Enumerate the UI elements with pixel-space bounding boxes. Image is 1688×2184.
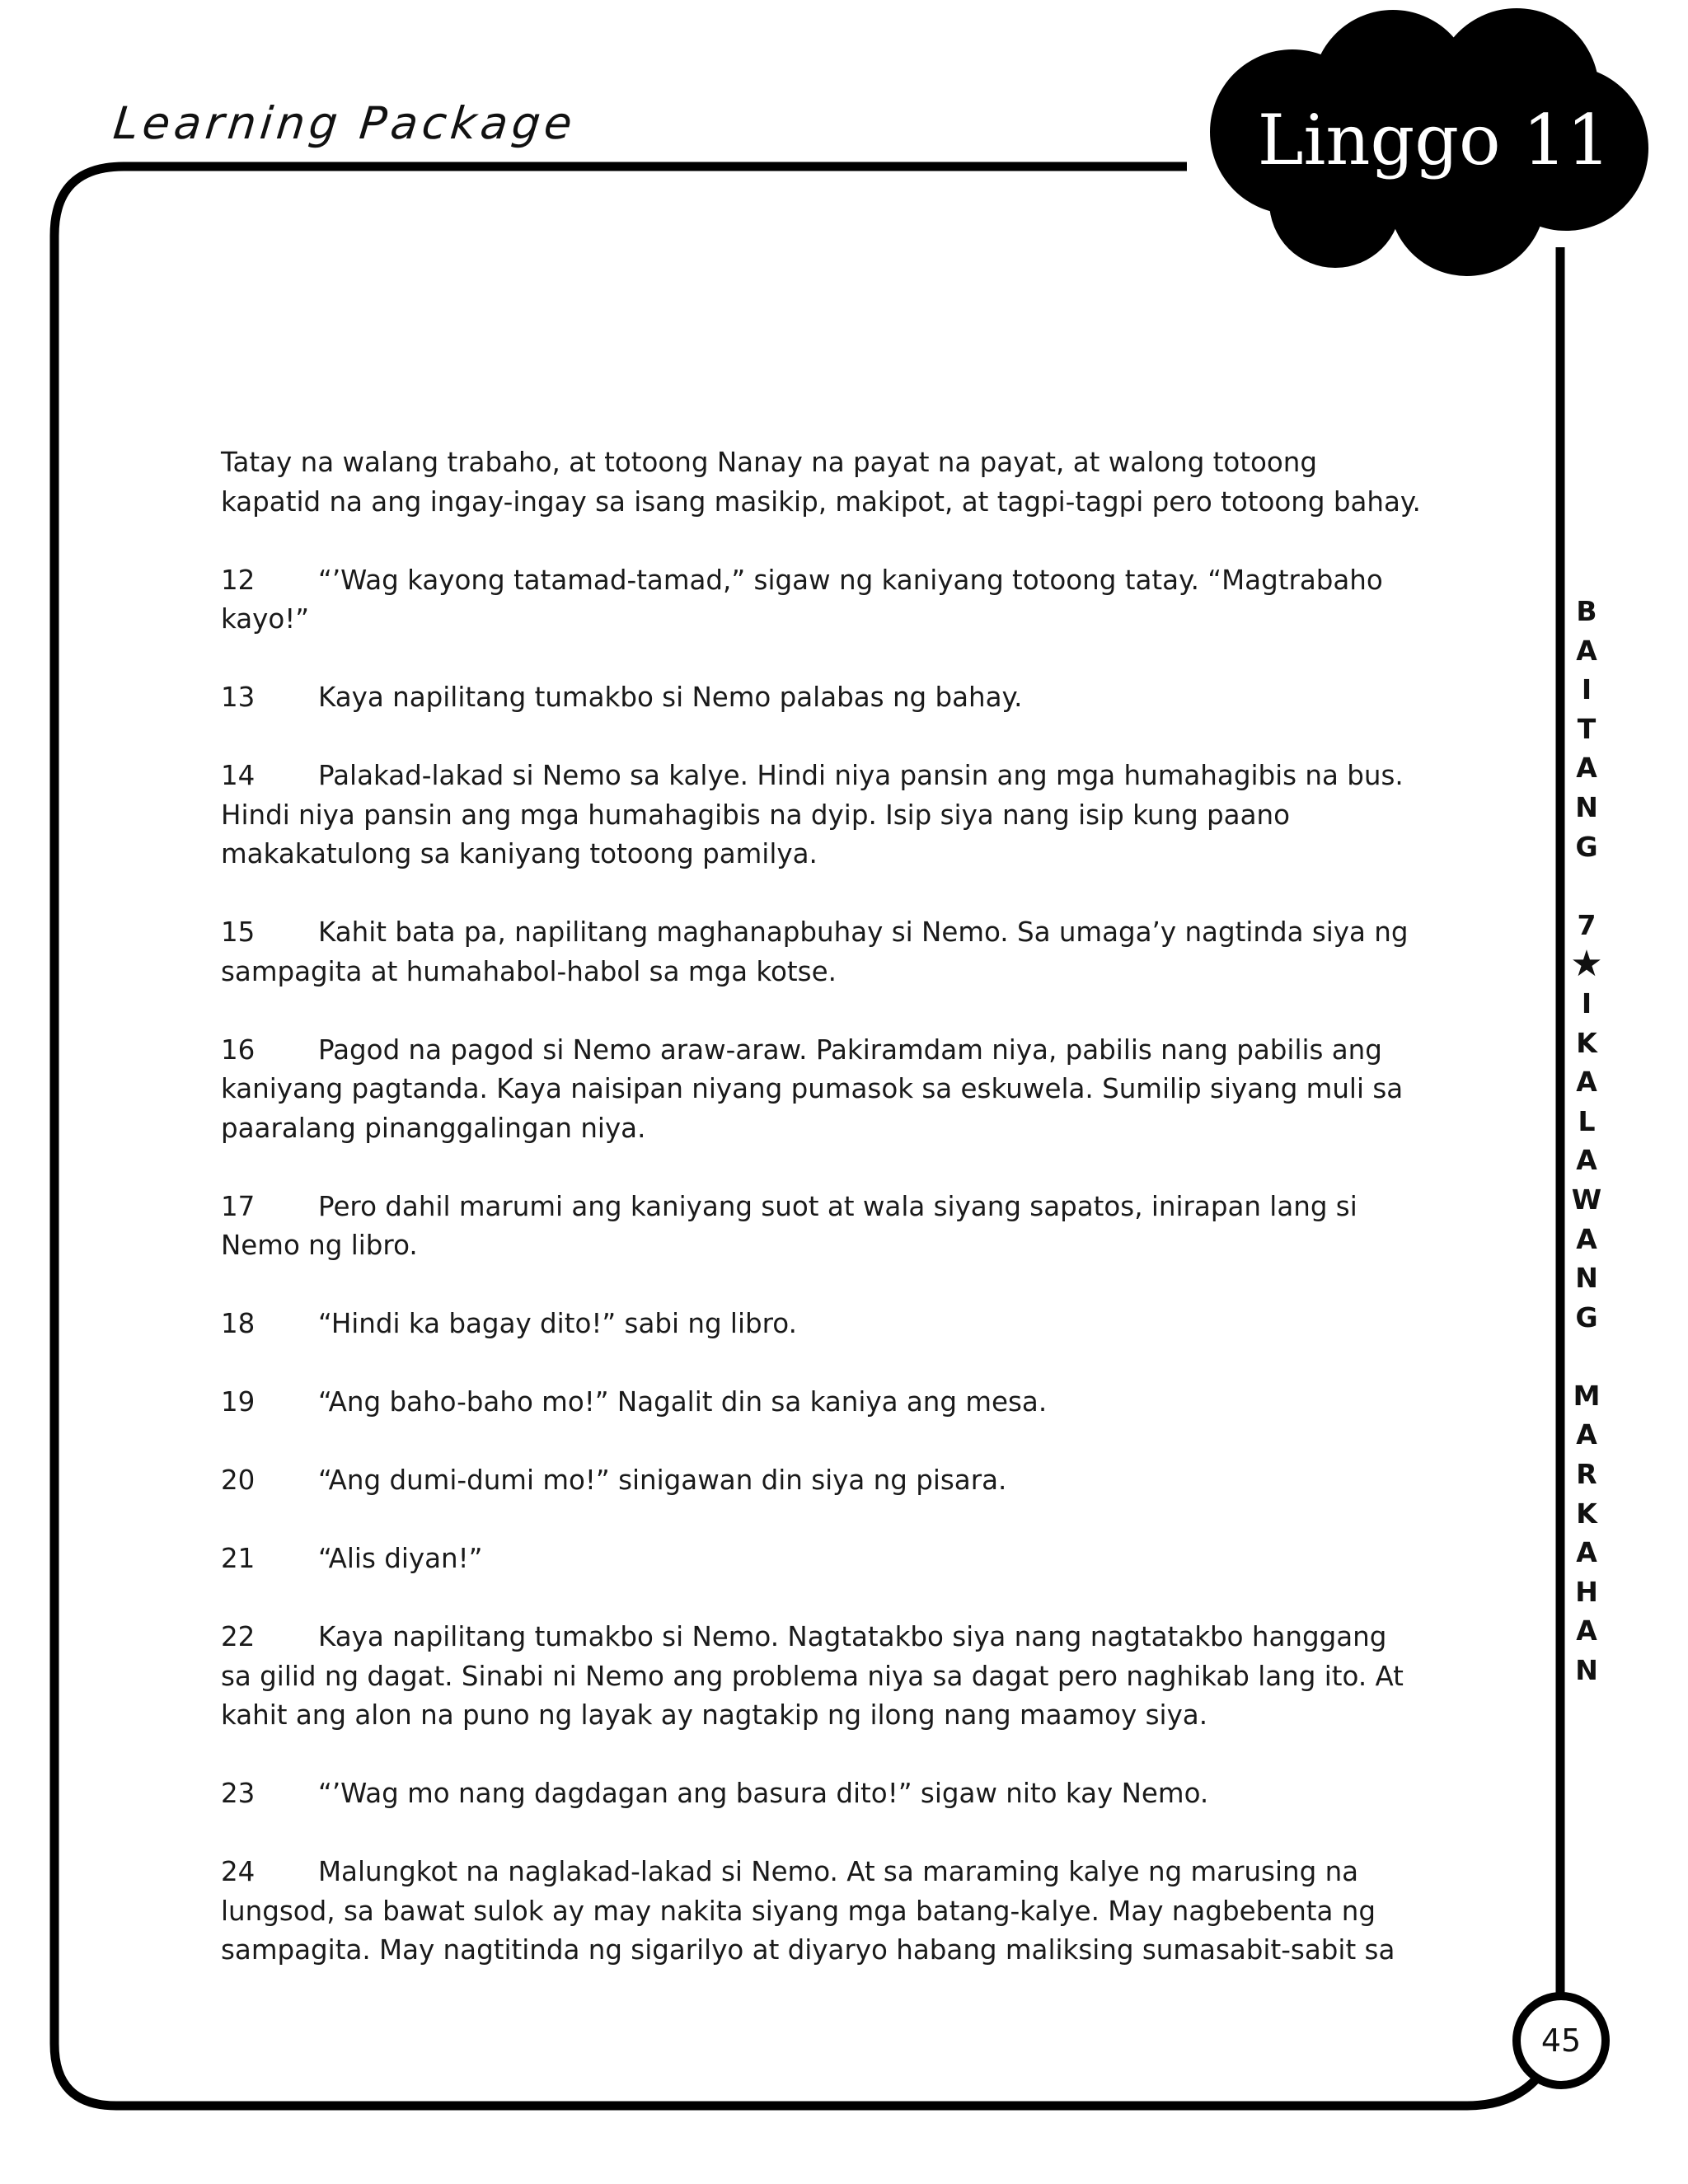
story-paragraph <box>221 1188 1424 1266</box>
star-icon: ★ <box>1570 943 1603 986</box>
side-label-letter: A <box>1576 1066 1597 1099</box>
paragraph-number: 19 <box>221 1386 256 1418</box>
side-label-letter: N <box>1575 1654 1598 1687</box>
paragraph-text: “Alis diyan!” <box>318 1543 483 1574</box>
paragraph-text: Pero dahil marumi ang kaniyang suot at wala siyang sapatos, inirapan lang si Nemo ng libro. <box>221 1190 1357 1261</box>
story-paragraph <box>221 1305 1424 1344</box>
paragraph-text: Malungkot na naglakad-lakad si Nemo. At sa maraming kalye ng marusing na lungsod, sa bawat sulok ay may nakita siyang mga batang-kalye. May nagbebenta ng sampagita. May nagtitinda ng sigarilyo at diyaryo habang maliksing sumasabit-sabit sa <box>221 1856 1395 1966</box>
paragraph-number: 14 <box>221 760 256 791</box>
side-label-gap <box>1569 1337 1604 1376</box>
side-label-letter: R <box>1576 1458 1597 1491</box>
side-label-letter: A <box>1576 1418 1597 1451</box>
side-label-letter: K <box>1576 1497 1597 1530</box>
story-paragraph <box>221 1461 1424 1501</box>
story-paragraph <box>221 1031 1424 1149</box>
side-label-letter: A <box>1576 1144 1597 1177</box>
side-label-gap <box>1569 866 1604 906</box>
paragraph-text: “Ang baho-baho mo!” Nagalit din sa kaniya ang mesa. <box>318 1386 1048 1418</box>
side-label-letter: G <box>1575 1301 1598 1333</box>
paragraph-number: 12 <box>221 564 256 596</box>
side-label-letter: I <box>1581 673 1592 706</box>
story-text <box>221 443 1424 1971</box>
side-label-letter: M <box>1573 1379 1601 1412</box>
paragraph-number: 15 <box>221 916 256 948</box>
week-label: Linggo 11 <box>1257 100 1611 180</box>
story-paragraph <box>221 678 1424 718</box>
story-paragraph <box>221 1618 1424 1736</box>
paragraph-text: “’Wag mo nang dagdagan ang basura dito!” sigaw nito kay Nemo. <box>318 1778 1209 1809</box>
paragraph-text: Kahit bata pa, napilitang maghanapbuhay si Nemo. Sa umaga’y nagtinda siya ng sampagita at humahabol-habol sa mga kotse. <box>221 916 1409 987</box>
paragraph-text: “Hindi ka bagay dito!” sabi ng libro. <box>318 1308 797 1339</box>
story-paragraph <box>221 561 1424 640</box>
side-label-letter: A <box>1576 1615 1597 1647</box>
paragraph-number: 20 <box>221 1465 256 1496</box>
side-label-letter: H <box>1575 1575 1598 1608</box>
paragraph-number: 13 <box>221 682 256 713</box>
side-label-letter: A <box>1576 1222 1597 1255</box>
side-grade-quarter-label <box>1569 592 1604 1690</box>
side-label-letter: L <box>1578 1104 1596 1137</box>
story-paragraph <box>221 1540 1424 1579</box>
paragraph-text: Kaya napilitang tumakbo si Nemo. Nagtatakbo siya nang nagtatakbo hanggang sa gilid ng dagat. Sinabi ni Nemo ang problema niya sa dagat pero naghikab lang ito. At kahit ang alon na puno ng layak ay nagtakip ng ilong nang maamoy siya. <box>221 1621 1404 1731</box>
paragraph-number: 22 <box>221 1621 256 1652</box>
paragraph-text: “’Wag kayong tatamad-tamad,” sigaw ng kaniyang totoong tatay. “Magtrabaho kayo!” <box>221 564 1383 635</box>
paragraph-number: 16 <box>221 1033 256 1066</box>
paragraph-number: 17 <box>221 1190 256 1222</box>
paragraph-number: 18 <box>221 1308 256 1339</box>
side-label-letter: K <box>1576 1026 1597 1059</box>
side-label-letter: N <box>1575 1262 1598 1295</box>
story-paragraph <box>221 913 1424 991</box>
side-label-letter: N <box>1575 790 1598 823</box>
side-label-letter: I <box>1581 987 1592 1019</box>
side-label-letter: T <box>1577 712 1597 745</box>
side-label-letter: G <box>1575 830 1598 863</box>
paragraph-text: Pagod na pagod si Nemo araw-araw. Pakiramdam niya, pabilis nang pabilis ang kaniyang pagtanda. Kaya naisipan niyang pumasok sa eskuwela. Sumilip siyang muli sa paaralang pinanggalingan niya. <box>221 1033 1404 1144</box>
paragraph-number: 23 <box>221 1778 256 1809</box>
paragraph-text: Kaya napilitang tumakbo si Nemo palabas ng bahay. <box>318 682 1023 713</box>
story-paragraph <box>221 1853 1424 1971</box>
story-paragraph <box>221 757 1424 874</box>
paragraph-text: Palakad-lakad si Nemo sa kalye. Hindi niya pansin ang mga humahagibis na bus. Hindi niya pansin ang mga humahagibis na dyip. Isip siya nang isip kung paano makakatulong sa kaniyang totoong pamilya. <box>221 760 1404 869</box>
page-number: 45 <box>1540 2022 1582 2059</box>
side-label-letter: A <box>1576 752 1597 785</box>
side-label-letter: A <box>1576 1536 1597 1569</box>
story-paragraph <box>221 443 1424 522</box>
side-label-grade-number: 7 <box>1577 908 1597 941</box>
side-label-letter: A <box>1576 634 1597 667</box>
series-title: Learning Package <box>110 97 579 149</box>
side-label-letter: W <box>1571 1183 1602 1216</box>
side-label-letter: B <box>1576 595 1597 627</box>
story-paragraph <box>221 1774 1424 1814</box>
story-paragraph <box>221 1383 1424 1422</box>
paragraph-number: 21 <box>221 1543 256 1574</box>
paragraph-number: 24 <box>221 1856 256 1887</box>
paragraph-text: “Ang dumi-dumi mo!” sinigawan din siya ng pisara. <box>318 1465 1007 1496</box>
paragraph-text: Tatay na walang trabaho, at totoong Nanay na payat na payat, at walong totoong kapatid na ang ingay-ingay sa isang masikip, makipot, at tagpi-tagpi pero totoong bahay. <box>221 447 1421 518</box>
